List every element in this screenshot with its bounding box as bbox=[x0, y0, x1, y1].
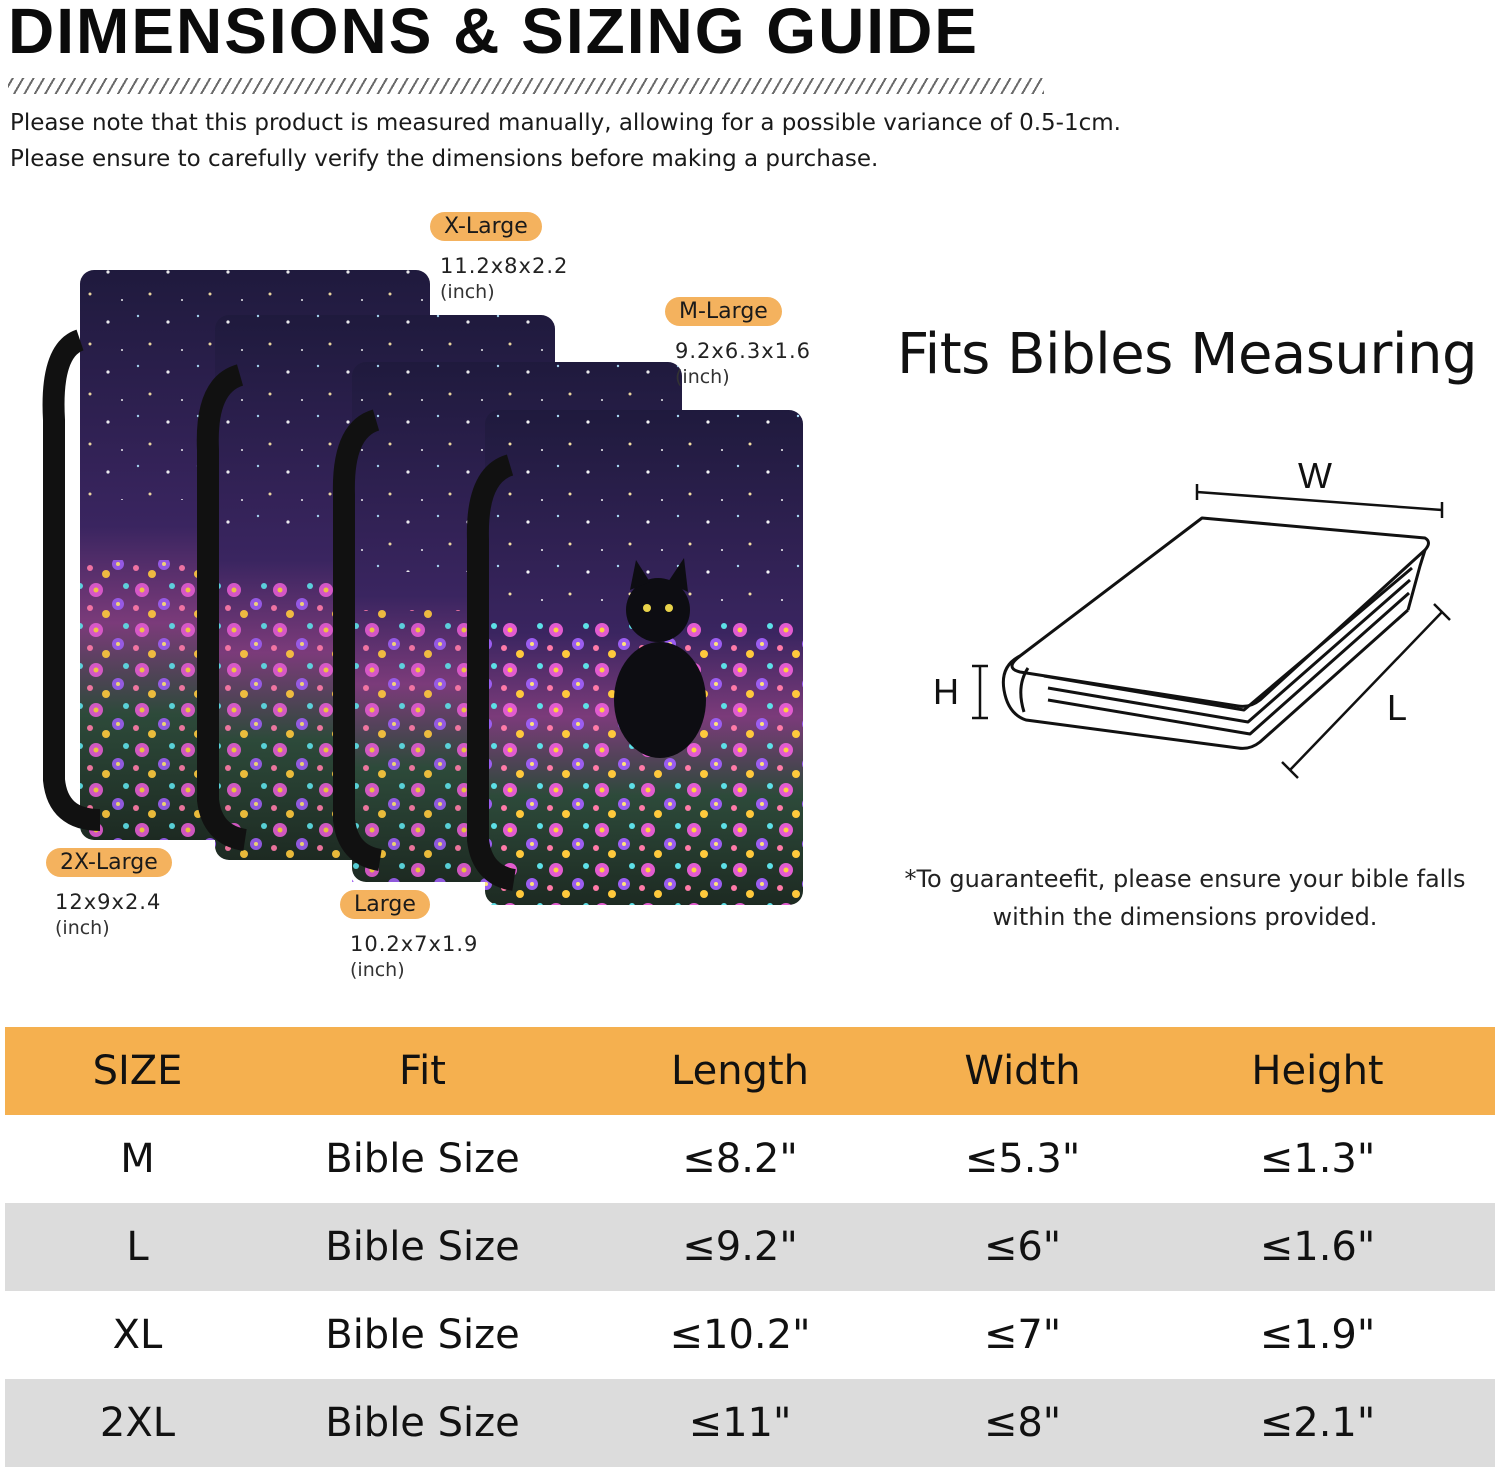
size-dims-xlarge: 11.2x8x2.2 bbox=[440, 254, 569, 278]
axis-label-h: H bbox=[933, 671, 959, 712]
axis-label-l: L bbox=[1386, 687, 1408, 728]
size-unit-xlarge: (inch) bbox=[440, 281, 495, 303]
cell-width: ≤5.3" bbox=[964, 1136, 1081, 1182]
size-dims-large: 10.2x7x1.9 bbox=[350, 932, 479, 956]
cell-width: ≤8" bbox=[983, 1400, 1062, 1446]
size-tag-mlarge: M-Large bbox=[665, 297, 782, 326]
table-row bbox=[5, 1115, 1495, 1203]
cell-fit: Bible Size bbox=[325, 1224, 520, 1270]
cell-length: ≤8.2" bbox=[682, 1136, 798, 1182]
cell-height: ≤1.9" bbox=[1259, 1312, 1376, 1358]
cell-length: ≤9.2" bbox=[682, 1224, 798, 1270]
cell-length: ≤11" bbox=[688, 1400, 792, 1446]
table-row bbox=[5, 1379, 1495, 1467]
table-row bbox=[5, 1203, 1495, 1291]
cell-size: XL bbox=[112, 1312, 163, 1358]
size-tag-2xlarge: 2X-Large bbox=[46, 848, 172, 877]
size-dims-2xlarge: 12x9x2.4 bbox=[55, 890, 162, 914]
cell-height: ≤1.3" bbox=[1259, 1136, 1376, 1182]
header-fit: Fit bbox=[399, 1048, 446, 1094]
note-line-1: Please note that this product is measured manually, allowing for a possible variance of 0.5-1cm. bbox=[10, 110, 1121, 136]
book-dimension-diagram bbox=[920, 450, 1480, 790]
page-title: DIMENSIONS & SIZING GUIDE bbox=[8, 0, 979, 67]
cell-length: ≤10.2" bbox=[669, 1312, 811, 1358]
table-row bbox=[5, 1291, 1495, 1379]
note-line-2: Please ensure to carefully verify the dimensions before making a purchase. bbox=[10, 146, 879, 172]
size-unit-large: (inch) bbox=[350, 959, 405, 981]
cell-fit: Bible Size bbox=[325, 1400, 520, 1446]
hatch-divider bbox=[8, 78, 1044, 94]
header-size: SIZE bbox=[92, 1048, 183, 1094]
size-tag-xlarge: X-Large bbox=[430, 212, 542, 241]
cell-size: L bbox=[126, 1224, 149, 1270]
cell-size: 2XL bbox=[99, 1400, 176, 1446]
guarantee-note: *To guaranteefit, please ensure your bible falls within the dimensions provided. bbox=[904, 865, 1466, 931]
size-dims-mlarge: 9.2x6.3x1.6 bbox=[675, 339, 812, 363]
fits-title: Fits Bibles Measuring bbox=[897, 322, 1478, 387]
header-width: Width bbox=[964, 1048, 1081, 1094]
size-table bbox=[5, 1027, 1495, 1467]
axis-label-w: W bbox=[1298, 455, 1332, 496]
header-length: Length bbox=[671, 1048, 809, 1094]
header-height: Height bbox=[1251, 1048, 1384, 1094]
cell-height: ≤2.1" bbox=[1259, 1400, 1376, 1446]
cell-fit: Bible Size bbox=[325, 1136, 520, 1182]
table-header bbox=[5, 1027, 1495, 1115]
size-unit-mlarge: (inch) bbox=[675, 366, 730, 388]
cell-size: M bbox=[120, 1136, 155, 1182]
cell-height: ≤1.6" bbox=[1259, 1224, 1376, 1270]
cell-fit: Bible Size bbox=[325, 1312, 520, 1358]
size-unit-2xlarge: (inch) bbox=[55, 917, 110, 939]
size-tag-large: Large bbox=[340, 890, 430, 919]
cell-width: ≤7" bbox=[983, 1312, 1062, 1358]
cell-width: ≤6" bbox=[983, 1224, 1062, 1270]
